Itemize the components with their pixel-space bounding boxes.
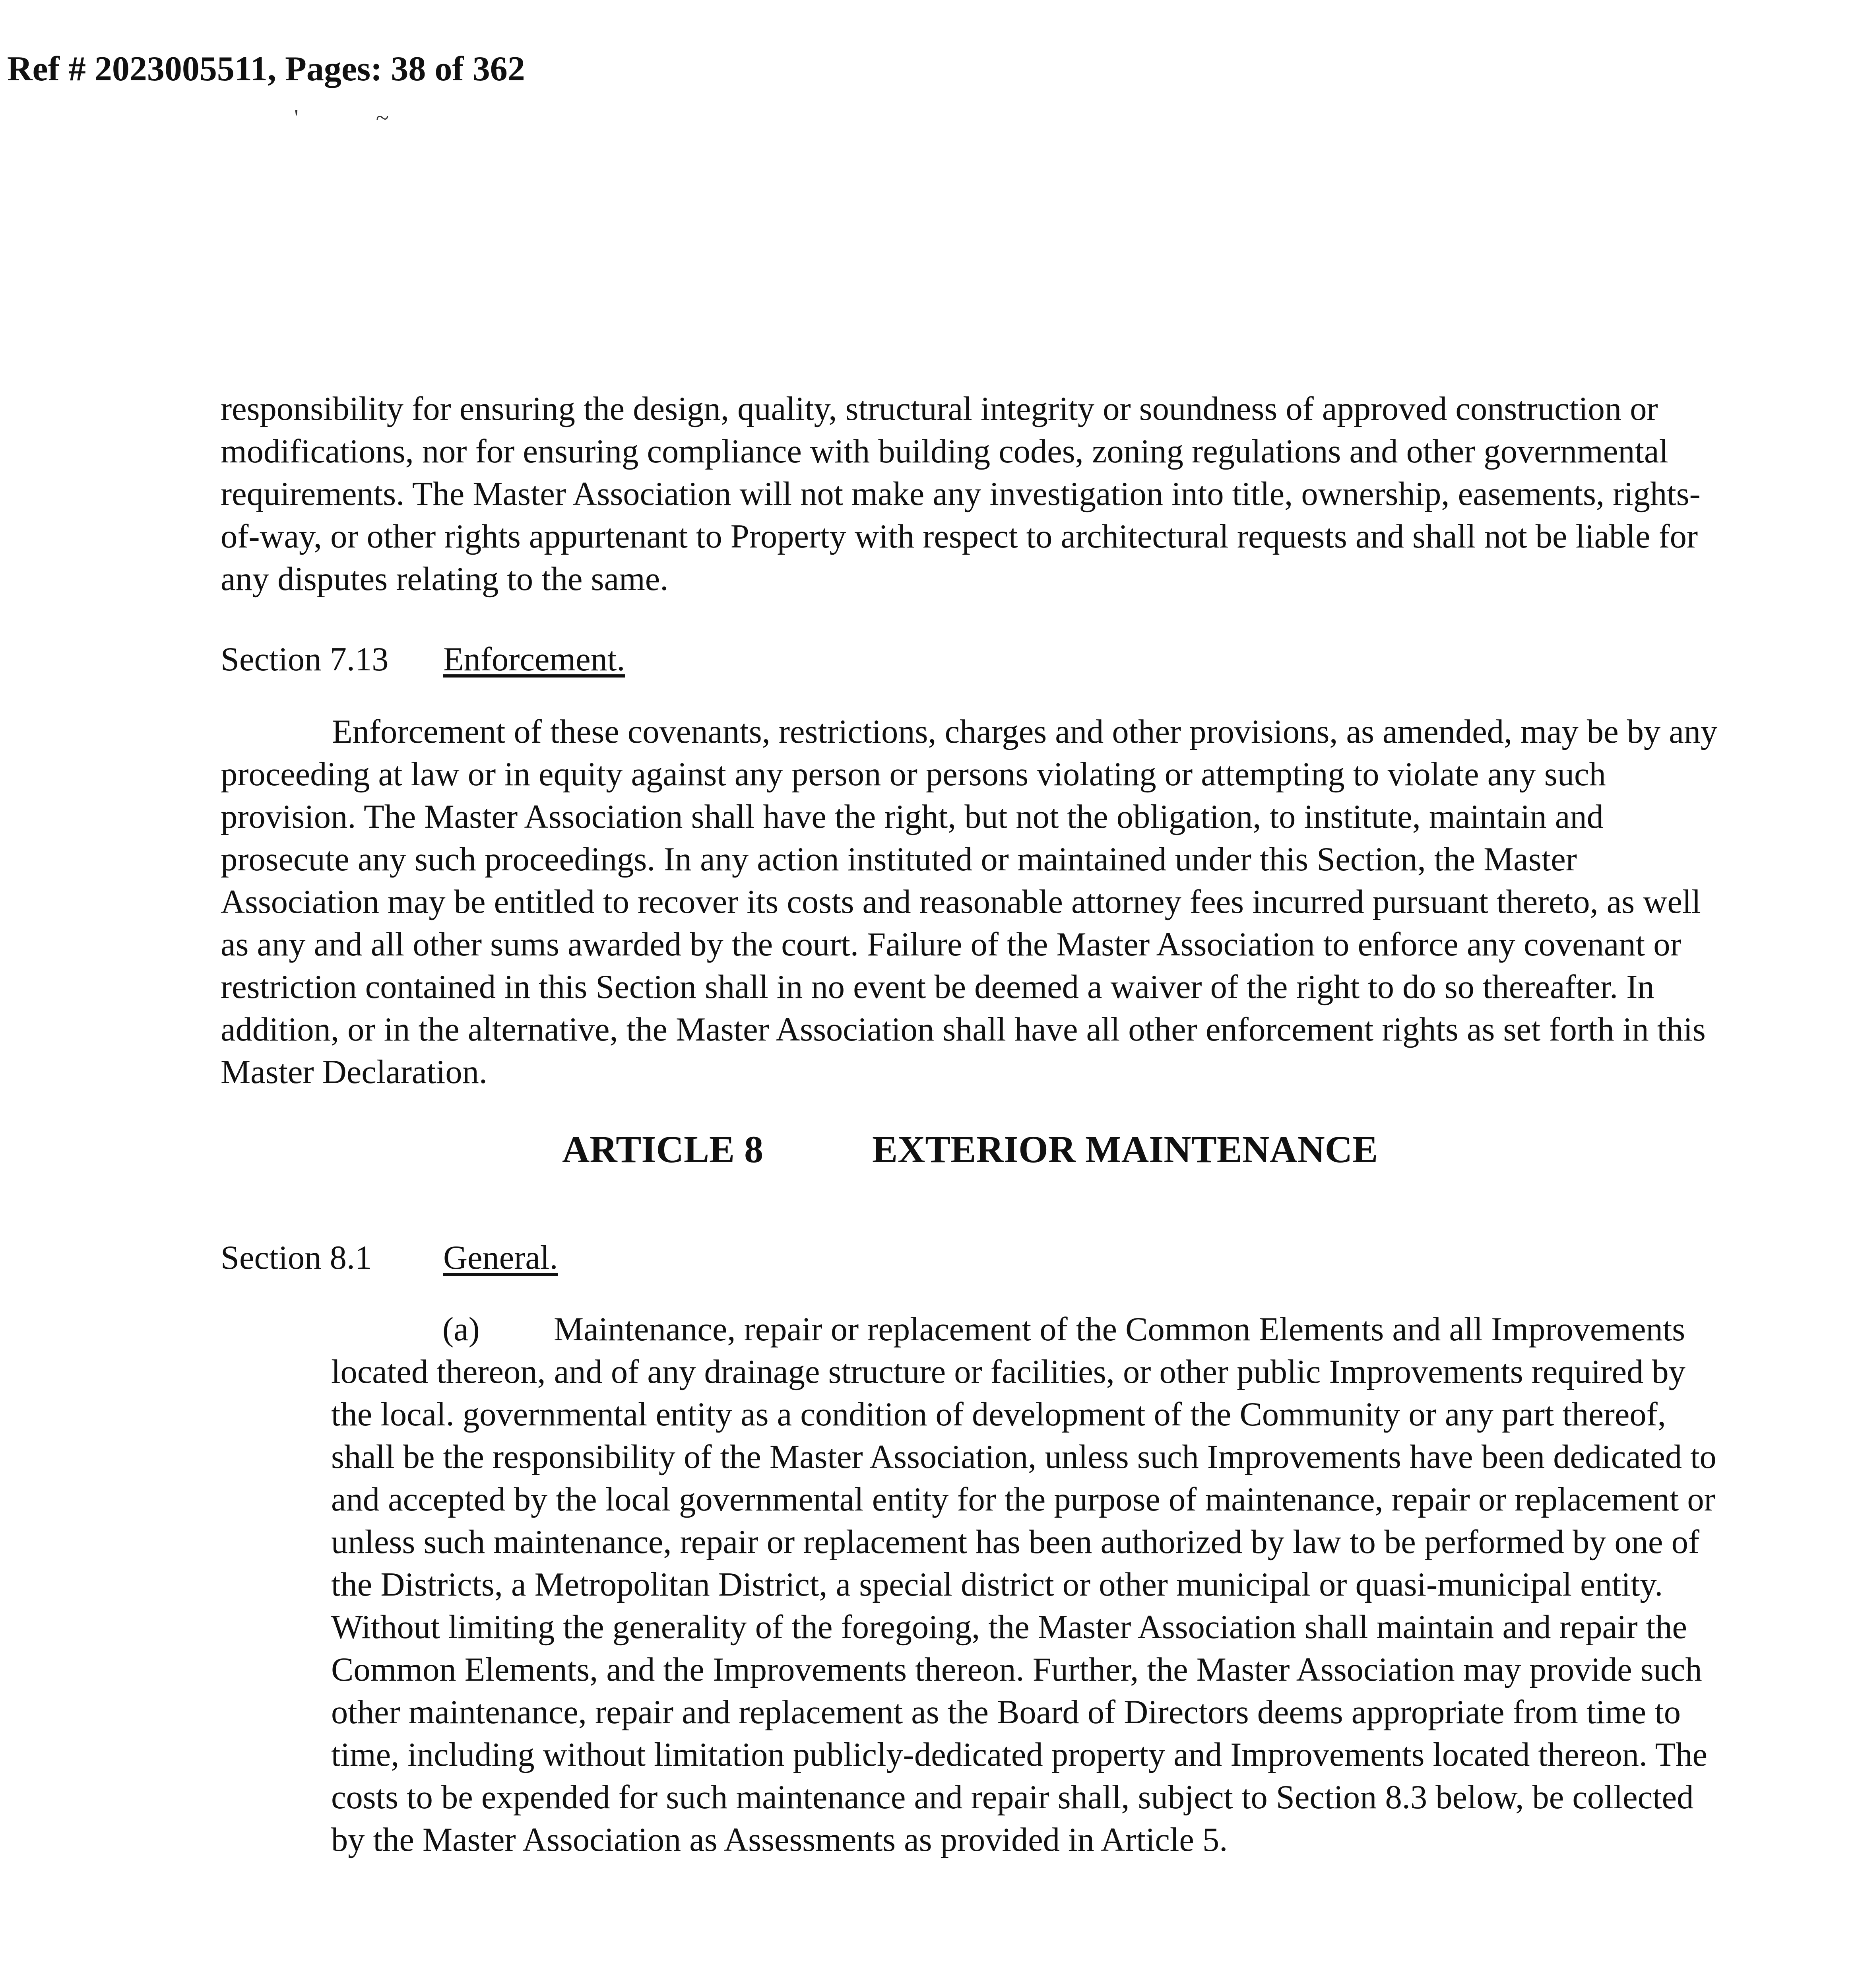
page-count: Pages: 38 of 362 [285,50,525,88]
scan-artifact-marks: ' ~ [294,105,425,131]
enforcement-text: Enforcement of these covenants, restrictions, charges and other provisions, as amended, may be by any proceeding at law or in equity against any person or persons violating or attempting to violate any such provision. The Master Association shall have the right, but not the obligation, to institute, maintain and prosecute any such proceedings. In any action instituted or maintained under this Section, the Master Association may be entitled to recover its costs and reasonable attorney fees incurred pursuant thereto, as well as any and all other sums awarded by the court. Failure of the Master Association to enforce any covenant or restriction contained in this Section shall in no event be deemed a waiver of the right to do so thereafter. In addition, or in the alternative, the Master Association shall have all other enforcement rights as set forth in this Master Declaration. [221,713,1718,1091]
enforcement-paragraph [221,711,1721,1093]
section-8-1-heading [221,1237,558,1279]
section-number: Section 7.13 [221,641,389,678]
section-number: Section 8.1 [221,1239,372,1276]
continuation-paragraph: responsibility for ensuring the design, quality, structural integrity or soundness of approved construction or modifications, nor for ensuring compliance with building codes, zoning regulations and other governmental requirements. The Master Association will not make any investigation into title, ownership, easements, rights-of-way, or other rights appurtenant to Property with respect to architectural requests and shall not be liable for any disputes relating to the same. [221,390,1701,598]
article-title: EXTERIOR MAINTENANCE [872,1128,1378,1171]
article-number: ARTICLE 8 [562,1128,764,1171]
subparagraph-text: Maintenance, repair or replacement of the Common Elements and all Improvements located thereon, and of any drainage structure or facilities, or other public Improvements required by the local. governmental entity as a condition of development of the Community or any part thereof, shall be the responsibility of the Master Association, unless such Improvements have been dedicated to and accepted by the local governmental entity for the purpose of maintenance, repair or replacement or unless such maintenance, repair or replacement has been authorized by law to be performed by one of the Districts, a Metropolitan District, a special district or other municipal or quasi-municipal entity. Without limiting the generality of the foregoing, the Master Association shall maintain and repair the Common Elements, and the Improvements thereon. Further, the Master Association may provide such other maintenance, repair and replacement as the Board of Directors deems appropriate from time to time, including without limitation publicly-dedicated property and Improvements located thereon. The costs to be expended for such maintenance and repair shall, subject to Section 8.3 below, be collected by the Master Association as Assessments as provided in Article 5. [331,1311,1716,1858]
article-8-heading [562,1128,1378,1171]
reference-number: Ref # 2023005511, [7,50,285,88]
section-7-13-heading [221,638,625,681]
subparagraph-label: (a) [442,1311,480,1348]
subparagraph-a [331,1308,1722,1861]
section-title: General. [443,1239,558,1276]
reference-header [7,52,525,87]
section-title: Enforcement. [443,641,625,678]
